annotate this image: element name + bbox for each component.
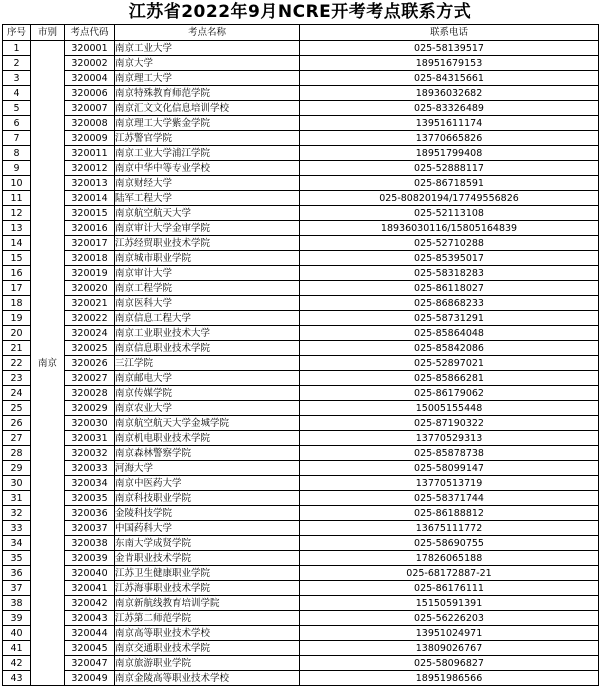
site-phone: 025-58690755 [300,536,599,551]
row-number: 12 [3,206,31,221]
site-code: 320047 [65,656,115,671]
site-name: 江苏警官学院 [115,131,300,146]
site-name: 江苏经贸职业技术学院 [115,236,300,251]
table-row [3,461,599,476]
site-name: 南京高等职业技术学校 [115,626,300,641]
table-row [3,581,599,596]
table-row [3,116,599,131]
table-row [3,236,599,251]
site-name: 南京信息职业技术学院 [115,341,300,356]
site-name: 南京工业大学 [115,41,300,56]
row-number: 25 [3,401,31,416]
site-name: 江苏海事职业技术学院 [115,581,300,596]
table-row [3,41,599,56]
site-code: 320007 [65,101,115,116]
row-number: 32 [3,506,31,521]
site-phone: 025-85864048 [300,326,599,341]
site-phone: 13770513719 [300,476,599,491]
site-code: 320018 [65,251,115,266]
site-phone: 17826065188 [300,551,599,566]
site-code: 320030 [65,416,115,431]
table-row [3,551,599,566]
site-name: 南京特殊教育师范学院 [115,86,300,101]
table-row [3,56,599,71]
row-number: 26 [3,416,31,431]
row-number: 20 [3,326,31,341]
site-code: 320012 [65,161,115,176]
site-phone: 18951799408 [300,146,599,161]
site-code: 320049 [65,671,115,686]
site-code: 320017 [65,236,115,251]
row-number: 42 [3,656,31,671]
header-name: 考点名称 [115,25,300,41]
row-number: 13 [3,221,31,236]
site-name: 南京财经大学 [115,176,300,191]
site-code: 320039 [65,551,115,566]
site-name: 南京邮电大学 [115,371,300,386]
site-phone: 15005155448 [300,401,599,416]
header-code: 考点代码 [65,25,115,41]
site-phone: 025-58139517 [300,41,599,56]
site-code: 320038 [65,536,115,551]
site-code: 320014 [65,191,115,206]
row-number: 4 [3,86,31,101]
site-name: 南京审计大学 [115,266,300,281]
row-number: 19 [3,311,31,326]
site-phone: 025-85878738 [300,446,599,461]
site-phone: 13770665826 [300,131,599,146]
row-number: 16 [3,266,31,281]
table-row [3,266,599,281]
site-name: 南京中医药大学 [115,476,300,491]
site-name: 南京工业大学浦江学院 [115,146,300,161]
table-row [3,446,599,461]
table-row [3,536,599,551]
row-number: 22 [3,356,31,371]
row-number: 8 [3,146,31,161]
row-number: 43 [3,671,31,686]
site-code: 320026 [65,356,115,371]
row-number: 17 [3,281,31,296]
row-number: 40 [3,626,31,641]
site-phone: 13951024971 [300,626,599,641]
exam-site-table [2,24,599,686]
row-number: 39 [3,611,31,626]
row-number: 35 [3,551,31,566]
site-code: 320008 [65,116,115,131]
row-number: 18 [3,296,31,311]
table-row [3,311,599,326]
site-code: 320021 [65,296,115,311]
table-row [3,101,599,116]
site-phone: 13675111772 [300,521,599,536]
site-name: 南京机电职业技术学院 [115,431,300,446]
site-code: 320034 [65,476,115,491]
site-code: 320042 [65,596,115,611]
table-row [3,206,599,221]
table-row [3,506,599,521]
row-number: 31 [3,491,31,506]
site-code: 320035 [65,491,115,506]
row-number: 24 [3,386,31,401]
table-row [3,326,599,341]
table-row [3,611,599,626]
row-number: 23 [3,371,31,386]
site-code: 320011 [65,146,115,161]
site-name: 南京理工大学紫金学院 [115,116,300,131]
table-row [3,671,599,686]
site-name: 陆军工程大学 [115,191,300,206]
site-code: 320016 [65,221,115,236]
site-code: 320022 [65,311,115,326]
site-name: 南京航空航天大学 [115,206,300,221]
site-phone: 025-58318283 [300,266,599,281]
site-phone: 025-52897021 [300,356,599,371]
site-name: 南京工业职业技术大学 [115,326,300,341]
table-row [3,596,599,611]
site-phone: 025-86118027 [300,281,599,296]
site-phone: 18951986566 [300,671,599,686]
table-row [3,521,599,536]
site-code: 320045 [65,641,115,656]
site-code: 320013 [65,176,115,191]
site-code: 320037 [65,521,115,536]
site-name: 三江学院 [115,356,300,371]
row-number: 34 [3,536,31,551]
table-row [3,341,599,356]
site-code: 320044 [65,626,115,641]
table-row [3,641,599,656]
site-code: 320019 [65,266,115,281]
row-number: 15 [3,251,31,266]
table-row [3,161,599,176]
header-phone: 联系电话 [300,25,599,41]
row-number: 10 [3,176,31,191]
site-phone: 025-58371744 [300,491,599,506]
site-name: 南京农业大学 [115,401,300,416]
site-name: 南京工程学院 [115,281,300,296]
site-name: 南京传媒学院 [115,386,300,401]
site-name: 江苏卫生健康职业学院 [115,566,300,581]
site-name: 南京航空航天大学金城学院 [115,416,300,431]
site-phone: 025-85842086 [300,341,599,356]
site-code: 320004 [65,71,115,86]
site-code: 320025 [65,341,115,356]
row-number: 6 [3,116,31,131]
table-row [3,491,599,506]
site-phone: 025-86188812 [300,506,599,521]
site-phone: 025-58099147 [300,461,599,476]
table-row [3,476,599,491]
site-code: 320024 [65,326,115,341]
site-name: 中国药科大学 [115,521,300,536]
site-code: 320031 [65,431,115,446]
city-cell: 南京 [31,41,65,686]
site-phone: 025-86868233 [300,296,599,311]
site-phone: 025-86176111 [300,581,599,596]
table-row [3,386,599,401]
site-name: 南京森林警察学院 [115,446,300,461]
site-phone: 025-86718591 [300,176,599,191]
site-name: 南京旅游职业学院 [115,656,300,671]
table-row [3,191,599,206]
site-phone: 025-86179062 [300,386,599,401]
site-phone: 13770529313 [300,431,599,446]
row-number: 28 [3,446,31,461]
site-name: 河海大学 [115,461,300,476]
site-code: 320002 [65,56,115,71]
site-code: 320033 [65,461,115,476]
row-number: 36 [3,566,31,581]
site-phone: 13951611174 [300,116,599,131]
table-row [3,281,599,296]
site-code: 320028 [65,386,115,401]
table-row [3,371,599,386]
site-name: 南京汇文文化信息培训学校 [115,101,300,116]
table-row [3,86,599,101]
row-number: 33 [3,521,31,536]
site-name: 南京新航线教育培训学院 [115,596,300,611]
site-phone: 025-85395017 [300,251,599,266]
table-row [3,176,599,191]
site-phone: 025-58731291 [300,311,599,326]
site-phone: 025-52710288 [300,236,599,251]
site-name: 南京中华中等专业学校 [115,161,300,176]
table-header-row [3,25,599,41]
row-number: 3 [3,71,31,86]
site-phone: 025-80820194/17749556826 [300,191,599,206]
table-row [3,221,599,236]
table-row [3,416,599,431]
site-code: 320015 [65,206,115,221]
site-name: 南京信息工程大学 [115,311,300,326]
row-number: 37 [3,581,31,596]
site-name: 金陵科技学院 [115,506,300,521]
row-number: 29 [3,461,31,476]
site-code: 320036 [65,506,115,521]
site-phone: 025-58096827 [300,656,599,671]
site-code: 320043 [65,611,115,626]
site-name: 江苏第二师范学院 [115,611,300,626]
table-body [3,41,599,686]
site-phone: 025-52113108 [300,206,599,221]
table-row [3,131,599,146]
site-phone: 18951679153 [300,56,599,71]
site-name: 南京科技职业学院 [115,491,300,506]
site-code: 320040 [65,566,115,581]
site-phone: 025-68172887-21 [300,566,599,581]
site-phone: 025-84315661 [300,71,599,86]
site-phone: 025-85866281 [300,371,599,386]
site-name: 南京大学 [115,56,300,71]
row-number: 2 [3,56,31,71]
table-row [3,296,599,311]
row-number: 7 [3,131,31,146]
site-name: 金肯职业技术学院 [115,551,300,566]
site-code: 320029 [65,401,115,416]
row-number: 27 [3,431,31,446]
table-row [3,71,599,86]
site-phone: 025-87190322 [300,416,599,431]
row-number: 1 [3,41,31,56]
header-city: 市别 [31,25,65,41]
site-code: 320027 [65,371,115,386]
table-row [3,356,599,371]
table-row [3,146,599,161]
table-row [3,566,599,581]
site-code: 320032 [65,446,115,461]
table-row [3,401,599,416]
site-name: 南京金陵高等职业技术学校 [115,671,300,686]
row-number: 5 [3,101,31,116]
row-number: 21 [3,341,31,356]
site-name: 南京审计大学金审学院 [115,221,300,236]
table-row [3,656,599,671]
row-number: 9 [3,161,31,176]
row-number: 41 [3,641,31,656]
row-number: 11 [3,191,31,206]
site-name: 南京交通职业技术学院 [115,641,300,656]
site-name: 南京城市职业学院 [115,251,300,266]
table-row [3,431,599,446]
site-phone: 025-52888117 [300,161,599,176]
table-row [3,626,599,641]
row-number: 30 [3,476,31,491]
site-code: 320009 [65,131,115,146]
header-no: 序号 [3,25,31,41]
table-row [3,251,599,266]
site-phone: 18936032682 [300,86,599,101]
site-name: 东南大学成贤学院 [115,536,300,551]
site-phone: 15150591391 [300,596,599,611]
site-phone: 025-83326489 [300,101,599,116]
site-code: 320041 [65,581,115,596]
site-phone: 025-56226203 [300,611,599,626]
row-number: 38 [3,596,31,611]
site-name: 南京医科大学 [115,296,300,311]
site-phone: 18936030116/15805164839 [300,221,599,236]
site-name: 南京理工大学 [115,71,300,86]
site-phone: 13809026767 [300,641,599,656]
document-title: 江苏省2022年9月NCRE开考考点联系方式 [128,2,472,22]
site-code: 320006 [65,86,115,101]
row-number: 14 [3,236,31,251]
site-code: 320001 [65,41,115,56]
site-code: 320020 [65,281,115,296]
